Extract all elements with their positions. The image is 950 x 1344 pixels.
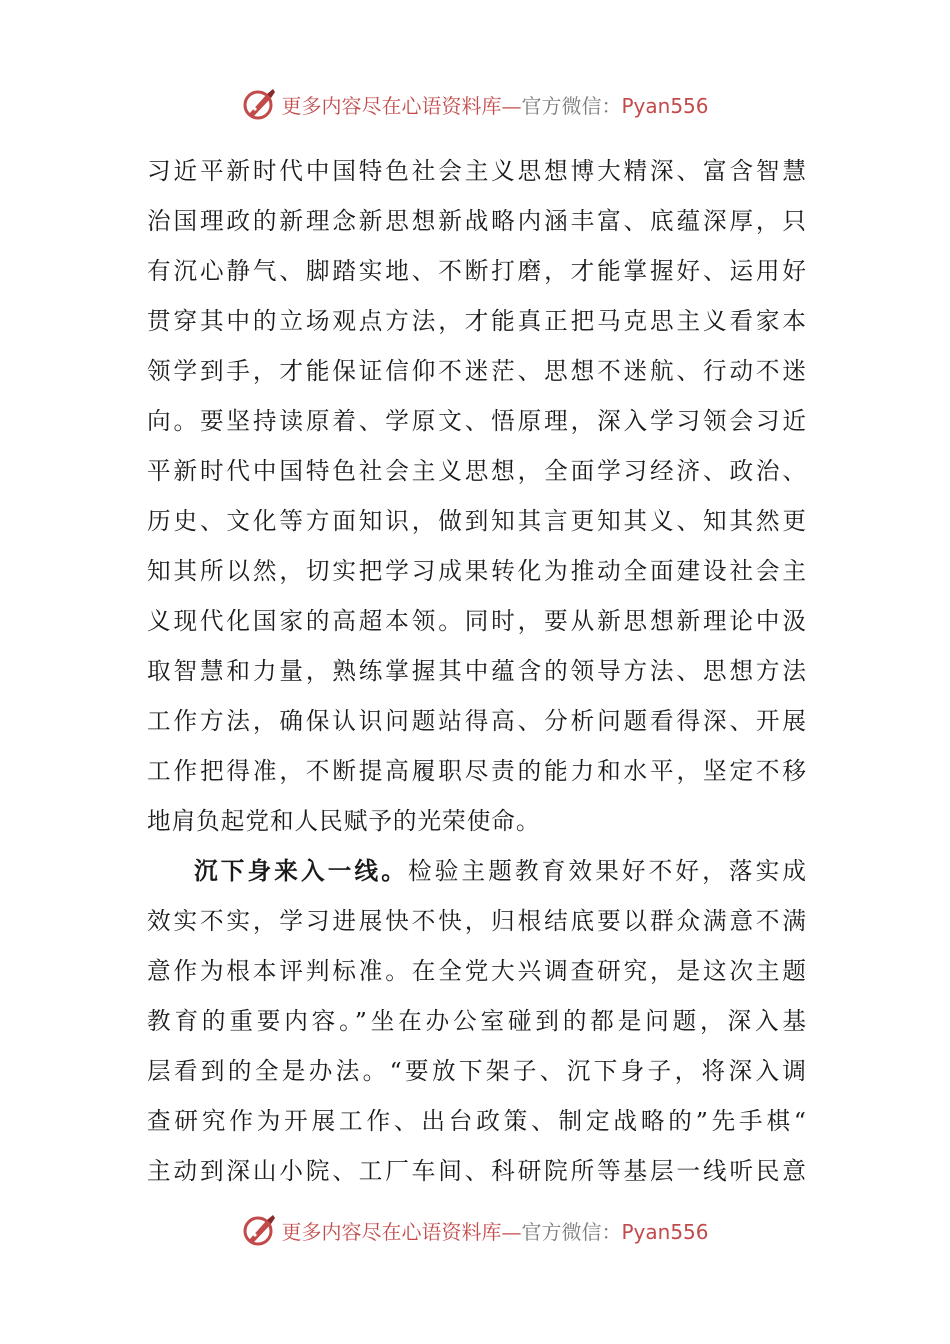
text-line: 知其所以然，切实把学习成果转化为推动全面建设社会主 [147,557,807,585]
wechat-id: Pyan556 [621,1219,709,1244]
wechat-id: Pyan556 [621,93,709,118]
fountain-pen-circle-icon [241,86,277,122]
paragraph-study-thought [147,146,807,846]
fountain-pen-circle-icon [241,1212,277,1248]
banner-dash: — [501,93,522,118]
wechat-label: 官方微信： [521,1219,622,1244]
text-line: 工作把得准，不断提高履职尽责的能力和水平，坚定不移 [147,757,807,785]
header-banner-text [281,90,708,119]
text-line: 习近平新时代中国特色社会主义思想博大精深、富含智慧 [147,157,807,185]
text-line: 意作为根本评判标准。在全党大兴调查研究，是这次主题 [147,957,807,985]
paragraph-heading: 沉下身来入一线。 [194,857,408,885]
site-name: 更多内容尽在心语资料库 [281,93,502,118]
text-line: 平新时代中国特色社会主义思想，全面学习经济、政治、 [147,457,807,485]
wechat-label: 官方微信： [521,93,622,118]
text-line: 查研究作为开展工作、出台政策、制定战略的”先手棋“ [147,1107,807,1135]
text-line: 有沉心静气、脚踏实地、不断打磨，才能掌握好、运用好 [147,257,807,285]
header-watermark-banner [0,82,950,126]
text-line: 地肩负起党和人民赋予的光荣使命。 [147,807,541,835]
text-line: 工作方法，确保认识问题站得高、分析问题看得深、开展 [147,707,807,735]
footer-watermark-banner [0,1208,950,1252]
text-line: 取智慧和力量，熟练掌握其中蕴含的领导方法、思想方法 [147,657,807,685]
paragraph-frontline [147,846,807,1196]
text-line: 层看到的全是办法。“要放下架子、沉下身子，将深入调 [147,1057,807,1085]
text-line: 教育的重要内容。”坐在办公室碰到的都是问题，深入基 [147,1007,807,1035]
footer-banner-text [281,1216,708,1245]
document-body [147,146,807,1196]
text-run: 检验主题教育效果好不好，落实成 [407,857,808,885]
text-line: 效实不实，学习进展快不快，归根结底要以群众满意不满 [147,907,807,935]
text-line-first [147,846,807,896]
text-line: 治国理政的新理念新思想新战略内涵丰富、底蕴深厚，只 [147,207,807,235]
text-line: 向。要坚持读原着、学原文、悟原理，深入学习领会习近 [147,407,807,435]
text-line: 主动到深山小院、工厂车间、科研院所等基层一线听民意 [147,1157,807,1185]
text-line: 领学到手，才能保证信仰不迷茫、思想不迷航、行动不迷 [147,357,807,385]
banner-dash: — [501,1219,522,1244]
text-line: 义现代化国家的高超本领。同时，要从新思想新理论中汲 [147,607,807,635]
text-line: 贯穿其中的立场观点方法，才能真正把马克思主义看家本 [147,307,807,335]
site-name: 更多内容尽在心语资料库 [281,1219,502,1244]
text-line: 历史、文化等方面知识，做到知其言更知其义、知其然更 [147,507,807,535]
